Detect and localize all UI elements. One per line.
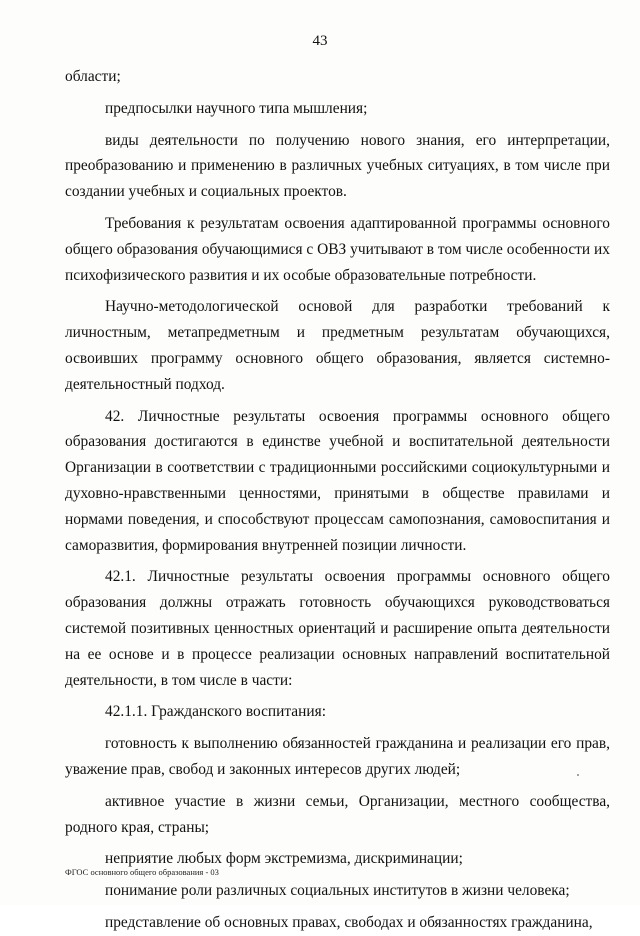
paragraph: активное участие в жизни семьи, Организации, местного сообщества, родного края, страны; (65, 792, 610, 836)
paragraph: понимание роли различных социальных институтов в жизни человека; (105, 882, 570, 900)
paragraph: виды деятельности по получению нового знания, его интерпретации, преобразованию и применению в различных учебных ситуациях, в том числе при создании учебных и социальных проектов. (65, 131, 610, 201)
paragraph: неприятие любых форм экстремизма, дискриминации; (105, 850, 463, 868)
page-number: 43 (312, 33, 328, 49)
document-body (65, 64, 610, 936)
paragraph: Требования к результатам освоения адаптированной программы основного общего образования обучающимися с ОВЗ учитывают в том числе особенности их психофизического развития и их особые образовательные потребности. (65, 214, 610, 284)
paragraph: 42.1. Личностные результаты освоения программы основного общего образования должны отражать готовность обучающихся руководствоваться системой позитивных ценностных ориентаций и расширение опыта деятельности на ее основе и в процессе реализации основных направлений воспитательной деятельности, в том числе в части: (65, 568, 610, 689)
page-footer: ФГОС основного общего образования - 03 (65, 867, 219, 877)
paragraph: предпосылки научного типа мышления; (105, 99, 368, 117)
paragraph: представление об основных правах, свободах и обязанностях гражданина, (105, 913, 593, 931)
paragraph: готовность к выполнению обязанностей гражданина и реализации его прав, уважение прав, свобод и законных интересов других людей; (65, 735, 610, 778)
paragraph: Научно-методологической основой для разработки требований к личностным, метапредметным и предметным результатам обучающихся, освоивших программу основного общего образования, является системно-деятельностный подход. (65, 298, 610, 393)
scan-speck (577, 774, 579, 776)
paragraph: 42. Личностные результаты освоения программы основного общего образования достигаются в единстве учебной и воспитательной деятельности Организации в соответствии с традиционными российскими социокультурными и духовно-нравственными ценностями, принятыми в обществе правилами и нормами поведения, и способствуют процессам самопознания, самовоспитания и саморазвития, формирования внутренней позиции личности. (65, 407, 610, 554)
paragraph: области; (65, 68, 121, 85)
paragraph: 42.1.1. Гражданского воспитания: (105, 703, 326, 721)
